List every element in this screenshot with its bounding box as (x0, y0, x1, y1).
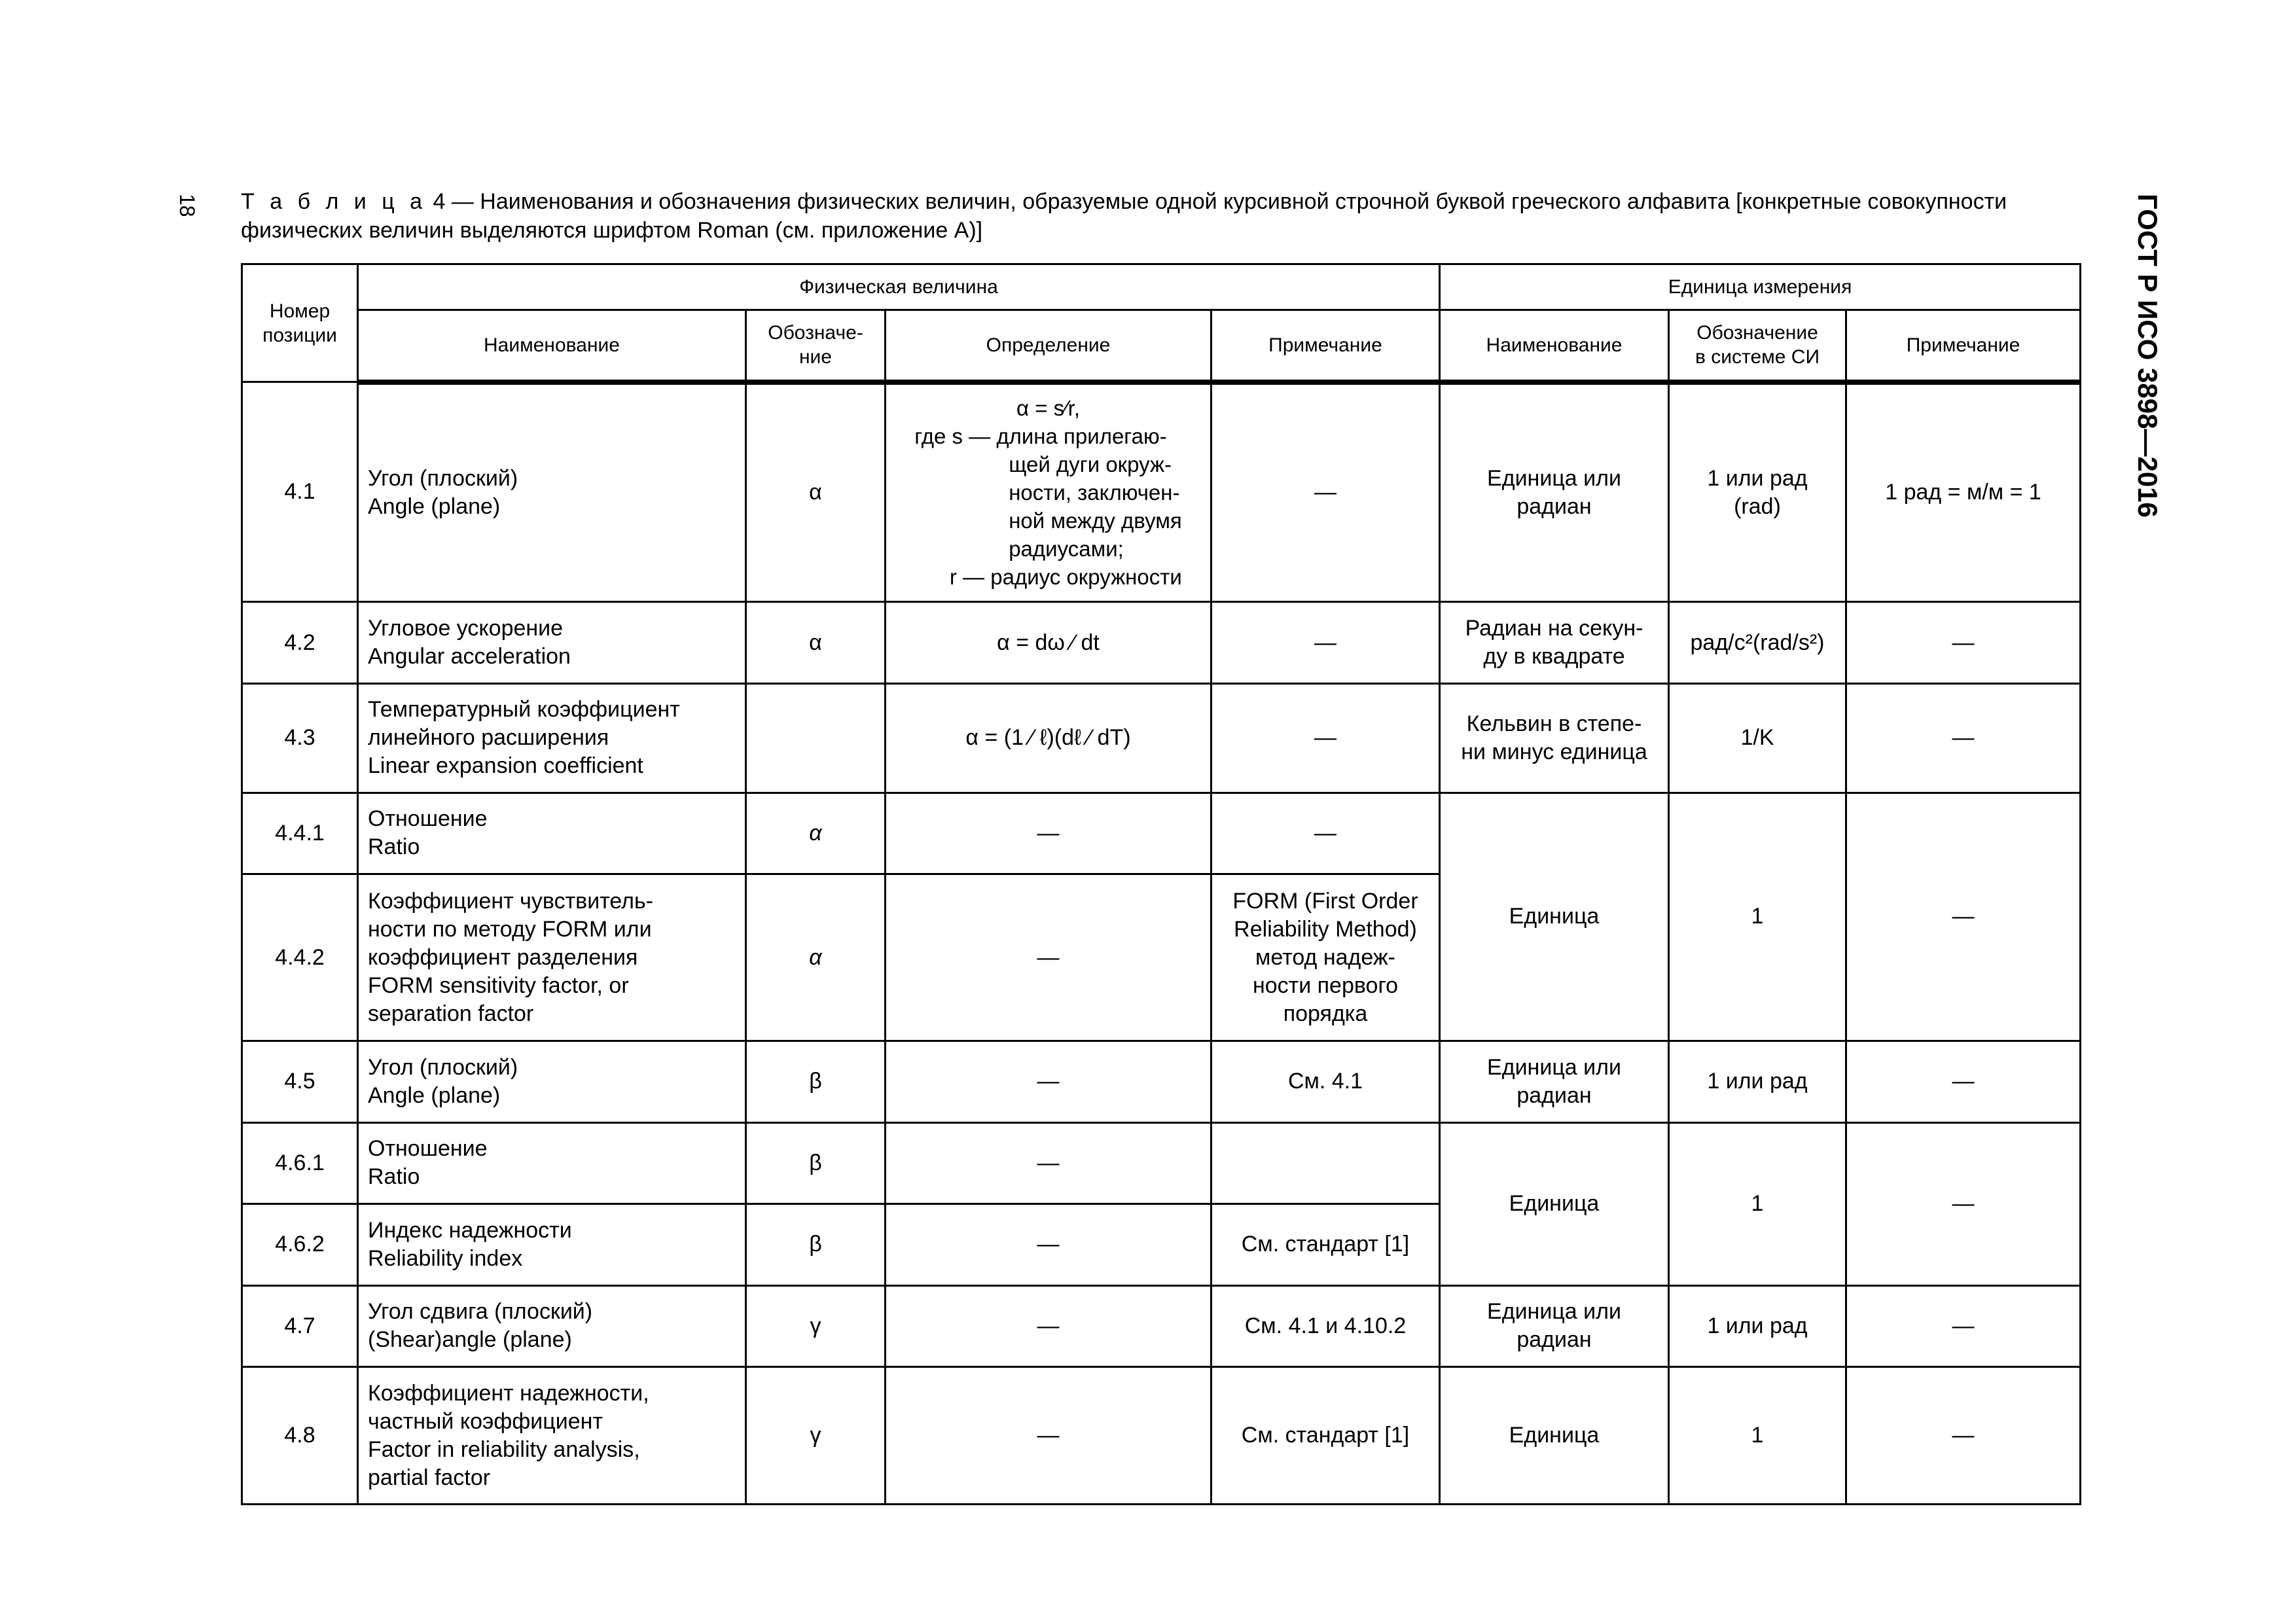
position-number: 4.8 (242, 1367, 358, 1505)
position-number: 4.4.2 (242, 874, 358, 1041)
unit-si-symbol: 1 (1669, 1367, 1846, 1505)
unit-name: Единица (1440, 793, 1669, 1041)
table-row (242, 1367, 2081, 1505)
quantity-note: См. стандарт [1] (1211, 1204, 1440, 1286)
position-number: 4.6.2 (242, 1204, 358, 1286)
quantity-symbol: β (746, 1122, 886, 1204)
quantity-definition: — (886, 1367, 1211, 1505)
unit-note: — (1846, 1285, 2081, 1367)
quantity-definition: — (886, 874, 1211, 1041)
unit-si-symbol: 1 или рад (rad) (1669, 382, 1846, 602)
header-symbol: Обозначе- ние (746, 310, 886, 382)
quantity-note (1211, 1122, 1440, 1204)
unit-note: — (1846, 793, 2081, 1041)
position-number: 4.2 (242, 602, 358, 684)
quantity-note: — (1211, 382, 1440, 602)
quantity-name: Угол (плоский) Angle (plane) (358, 1041, 746, 1123)
quantity-symbol: β (746, 1041, 886, 1123)
table-caption (241, 187, 2079, 245)
unit-name: Единица (1440, 1122, 1669, 1285)
header-definition: Определение (886, 310, 1211, 382)
quantity-note: — (1211, 683, 1440, 793)
quantity-definition: α = (1 ⁄ ℓ)(dℓ ⁄ dT) (886, 683, 1211, 793)
unit-si-symbol: 1 или рад (1669, 1041, 1846, 1123)
quantity-symbol: β (746, 1204, 886, 1286)
header-row-2 (242, 310, 2081, 382)
unit-si-symbol: 1 (1669, 793, 1846, 1041)
page-number: 18 (175, 194, 199, 217)
quantity-symbol: α (746, 382, 886, 602)
unit-note: — (1846, 1367, 2081, 1505)
quantity-note: — (1211, 602, 1440, 684)
table-row (242, 793, 2081, 874)
position-number: 4.6.1 (242, 1122, 358, 1204)
unit-name: Кельвин в степе- ни минус единица (1440, 683, 1669, 793)
table-row (242, 1122, 2081, 1204)
quantity-symbol: γ (746, 1285, 886, 1367)
quantity-definition: — (886, 1041, 1211, 1123)
header-unit-si: Обозначение в системе СИ (1669, 310, 1846, 382)
position-number: 4.5 (242, 1041, 358, 1123)
quantity-note: См. стандарт [1] (1211, 1367, 1440, 1505)
quantities-table (241, 263, 2081, 1505)
header-note: Примечание (1211, 310, 1440, 382)
header-name: Наименование (358, 310, 746, 382)
unit-note: — (1846, 683, 2081, 793)
position-number: 4.1 (242, 382, 358, 602)
header-position: Номер позиции (242, 264, 358, 382)
unit-name: Единица или радиан (1440, 1285, 1669, 1367)
quantity-definition: — (886, 1122, 1211, 1204)
table-row (242, 1285, 2081, 1367)
quantity-definition: — (886, 793, 1211, 874)
quantity-definition: α = s⁄r, где s — длина прилегаю- щей дуги окруж- ности, заключен- ной между двумя радиусами; r — радиус окружности (886, 382, 1211, 602)
caption-prefix: Т а б л и ц а (241, 189, 427, 214)
quantity-definition: α = dω ⁄ dt (886, 602, 1211, 684)
quantity-name: Коэффициент надежности, частный коэффициент Factor in reliability analysis, partial factor (358, 1367, 746, 1505)
header-unit: Единица измерения (1440, 264, 2081, 310)
quantity-definition: — (886, 1204, 1211, 1286)
quantity-note: См. 4.1 и 4.10.2 (1211, 1285, 1440, 1367)
table-row (242, 382, 2081, 602)
caption-text: 4 — Наименования и обозначения физических величин, образуемые одной курсивной строчной буквой греческого алфавита [конкретные совокупности физических величин выделяются шрифтом Roman (см. приложение А)] (241, 189, 2007, 243)
quantity-symbol: α (746, 874, 886, 1041)
quantity-note: См. 4.1 (1211, 1041, 1440, 1123)
header-unit-name: Наименование (1440, 310, 1669, 382)
unit-note: — (1846, 602, 2081, 684)
quantity-name: Угол сдвига (плоский) (Shear)angle (plane) (358, 1285, 746, 1367)
unit-note: — (1846, 1122, 2081, 1285)
quantity-symbol (746, 683, 886, 793)
quantity-name: Угловое ускорение Angular acceleration (358, 602, 746, 684)
unit-si-symbol: 1/K (1669, 683, 1846, 793)
unit-si-symbol: 1 (1669, 1122, 1846, 1285)
unit-name: Единица или радиан (1440, 1041, 1669, 1123)
quantity-definition: — (886, 1285, 1211, 1367)
unit-name: Единица или радиан (1440, 382, 1669, 602)
quantity-note: — (1211, 793, 1440, 874)
quantity-name: Температурный коэффициент линейного расширения Linear expansion coefficient (358, 683, 746, 793)
quantity-note: FORM (First Order Reliability Method) метод надеж- ности первого порядка (1211, 874, 1440, 1041)
quantity-name: Отношение Ratio (358, 1122, 746, 1204)
quantity-name: Отношение Ratio (358, 793, 746, 874)
table-row (242, 602, 2081, 684)
unit-note: — (1846, 1041, 2081, 1123)
unit-si-symbol: рад/с²(rad/s²) (1669, 602, 1846, 684)
header-unit-note: Примечание (1846, 310, 2081, 382)
header-physical-quantity: Физическая величина (358, 264, 1440, 310)
standard-designation: ГОСТ Р ИСО 3898—2016 (2132, 194, 2163, 518)
unit-si-symbol: 1 или рад (1669, 1285, 1846, 1367)
position-number: 4.3 (242, 683, 358, 793)
unit-name: Единица (1440, 1367, 1669, 1505)
quantity-name: Угол (плоский) Angle (plane) (358, 382, 746, 602)
quantity-symbol: γ (746, 1367, 886, 1505)
header-row-1 (242, 264, 2081, 310)
table-row (242, 683, 2081, 793)
quantity-name: Индекс надежности Reliability index (358, 1204, 746, 1286)
table-row (242, 1041, 2081, 1123)
quantity-symbol: α (746, 602, 886, 684)
position-number: 4.4.1 (242, 793, 358, 874)
unit-note: 1 рад = м/м = 1 (1846, 382, 2081, 602)
unit-name: Радиан на секун- ду в квадрате (1440, 602, 1669, 684)
quantity-symbol: α (746, 793, 886, 874)
position-number: 4.7 (242, 1285, 358, 1367)
quantity-name: Коэффициент чувствитель- ности по методу FORM или коэффициент разделения FORM sensitivity factor, or separation factor (358, 874, 746, 1041)
